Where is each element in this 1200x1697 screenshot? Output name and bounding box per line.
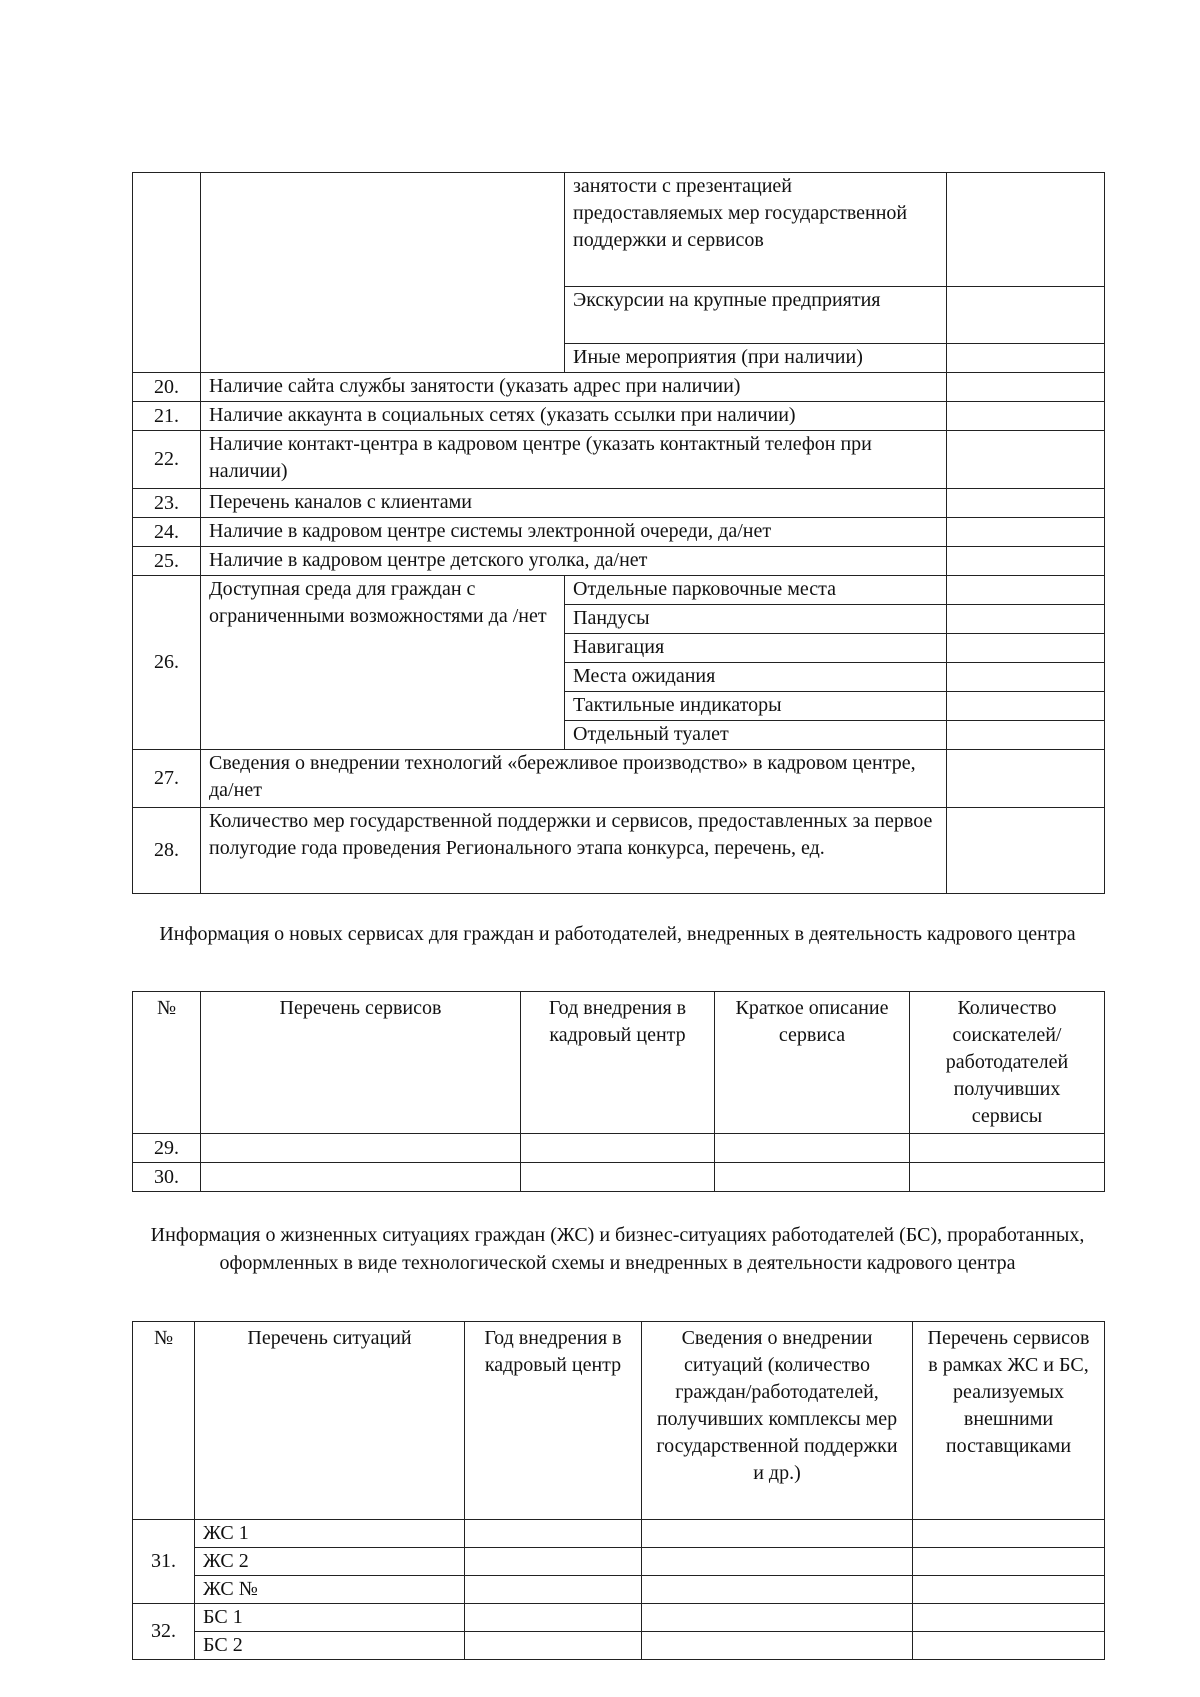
row-number: 25. (133, 547, 201, 576)
table-cell (715, 1134, 910, 1163)
row-number: 22. (133, 431, 201, 489)
accessibility-item: Места ожидания (565, 663, 947, 692)
row-text: Наличие сайта службы занятости (указать адрес при наличии) (201, 373, 947, 402)
situation-item: БС 1 (195, 1604, 465, 1632)
event-item: Иные мероприятия (при наличии) (565, 344, 947, 373)
table-cell (465, 1604, 642, 1632)
situation-item: ЖС 2 (195, 1548, 465, 1576)
table-row (133, 1576, 1105, 1604)
row-number: 30. (133, 1163, 201, 1192)
value-cell (947, 663, 1105, 692)
column-header: Перечень сервисов в рамках ЖС и БС, реализуемых внешними поставщиками (913, 1322, 1105, 1520)
row-text: Количество мер государственной поддержки и сервисов, предоставленных за первое полугодие года проведения Регионального этапа конкурса, перечень, ед. (201, 808, 947, 894)
column-header: Сведения о внедрении ситуаций (количество граждан/работодателей, получивших комплексы мер государственной поддержки и др.) (642, 1322, 913, 1520)
row-text: Наличие в кадровом центре детского уголка, да/нет (201, 547, 947, 576)
table-row (133, 808, 1105, 894)
row-number: 20. (133, 373, 201, 402)
table-row (133, 489, 1105, 518)
value-cell (947, 518, 1105, 547)
table-row (133, 1632, 1105, 1660)
table-cell (642, 1604, 913, 1632)
table-cell (642, 1520, 913, 1548)
table-cell (642, 1548, 913, 1576)
column-header: Год внедрения в кадровый центр (521, 992, 715, 1134)
value-cell (947, 808, 1105, 894)
table-cell (465, 1520, 642, 1548)
row-text: Доступная среда для граждан с ограниченными возможностями да /нет (201, 576, 565, 750)
table-row (133, 1604, 1105, 1632)
table-cell (465, 1548, 642, 1576)
table-cell (913, 1632, 1105, 1660)
value-cell (947, 547, 1105, 576)
row-text: Наличие в кадровом центре системы электронной очереди, да/нет (201, 518, 947, 547)
table-cell (642, 1576, 913, 1604)
value-cell (947, 750, 1105, 808)
table-cell (913, 1520, 1105, 1548)
value-cell (947, 721, 1105, 750)
row-number: 23. (133, 489, 201, 518)
section-caption: Информация о жизненных ситуациях граждан (ЖС) и бизнес-ситуациях работодателей (БС), проработанных, оформленных в виде технологической схемы и внедренных в деятельности кадрового центра (150, 1224, 1085, 1274)
table-cell (913, 1548, 1105, 1576)
table-cell (465, 1576, 642, 1604)
table-row (133, 1163, 1105, 1192)
situation-item: ЖС 1 (195, 1520, 465, 1548)
table-cell (913, 1576, 1105, 1604)
column-header: № (133, 992, 201, 1134)
table-row (133, 431, 1105, 489)
accessibility-item: Навигация (565, 634, 947, 663)
value-cell (947, 431, 1105, 489)
table-cell (642, 1632, 913, 1660)
column-header: Перечень ситуаций (195, 1322, 465, 1520)
row-text: Перечень каналов с клиентами (201, 489, 947, 518)
row-number: 28. (133, 808, 201, 894)
table-row (133, 750, 1105, 808)
row-label-cell (201, 173, 565, 373)
table-cell (201, 1134, 521, 1163)
table-cell (913, 1604, 1105, 1632)
table-row (133, 1520, 1105, 1548)
table-cell (465, 1632, 642, 1660)
criteria-table (132, 172, 1105, 894)
table-row (133, 518, 1105, 547)
column-header: Количество соискателей/ работодателей получивших сервисы (910, 992, 1105, 1134)
accessibility-item: Пандусы (565, 605, 947, 634)
situation-item: ЖС № (195, 1576, 465, 1604)
row-number: 21. (133, 402, 201, 431)
services-table (132, 991, 1105, 1192)
table-header-row (133, 1322, 1105, 1520)
table-header-row (133, 992, 1105, 1134)
table-row (133, 1548, 1105, 1576)
situation-item: БС 2 (195, 1632, 465, 1660)
value-cell (947, 634, 1105, 663)
row-number: 24. (133, 518, 201, 547)
value-cell (947, 173, 1105, 287)
table-cell (910, 1134, 1105, 1163)
row-number: 26. (133, 576, 201, 750)
column-header: Год внедрения в кадровый центр (465, 1322, 642, 1520)
table-row (133, 547, 1105, 576)
value-cell (947, 692, 1105, 721)
row-text: Наличие контакт-центра в кадровом центре (указать контактный телефон при наличии) (201, 431, 947, 489)
table-row (133, 373, 1105, 402)
row-number: 32. (133, 1604, 195, 1660)
table-row (133, 576, 1105, 605)
value-cell (947, 344, 1105, 373)
event-item: Экскурсии на крупные предприятия (565, 287, 947, 344)
accessibility-item: Тактильные индикаторы (565, 692, 947, 721)
table-cell (715, 1163, 910, 1192)
row-text: Наличие аккаунта в социальных сетях (указать ссылки при наличии) (201, 402, 947, 431)
column-header: № (133, 1322, 195, 1520)
value-cell (947, 373, 1105, 402)
accessibility-item: Отдельный туалет (565, 721, 947, 750)
row-number-cell (133, 173, 201, 373)
column-header: Краткое описание сервиса (715, 992, 910, 1134)
table-row (133, 1134, 1105, 1163)
section-caption: Информация о новых сервисах для граждан и работодателей, внедренных в деятельность кадрового центра (159, 923, 1076, 945)
value-cell (947, 605, 1105, 634)
value-cell (947, 489, 1105, 518)
situations-table (132, 1321, 1105, 1660)
column-header: Перечень сервисов (201, 992, 521, 1134)
value-cell (947, 287, 1105, 344)
table-cell (201, 1163, 521, 1192)
event-item: занятости с презентацией предоставляемых мер государственной поддержки и сервисов (565, 173, 947, 287)
table-cell (521, 1134, 715, 1163)
table-cell (521, 1163, 715, 1192)
table-row (133, 173, 1105, 287)
row-number: 27. (133, 750, 201, 808)
table-cell (910, 1163, 1105, 1192)
row-number: 29. (133, 1134, 201, 1163)
table-row (133, 402, 1105, 431)
row-number: 31. (133, 1520, 195, 1604)
value-cell (947, 576, 1105, 605)
value-cell (947, 402, 1105, 431)
row-text: Сведения о внедрении технологий «бережливое производство» в кадровом центре, да/нет (201, 750, 947, 808)
accessibility-item: Отдельные парковочные места (565, 576, 947, 605)
